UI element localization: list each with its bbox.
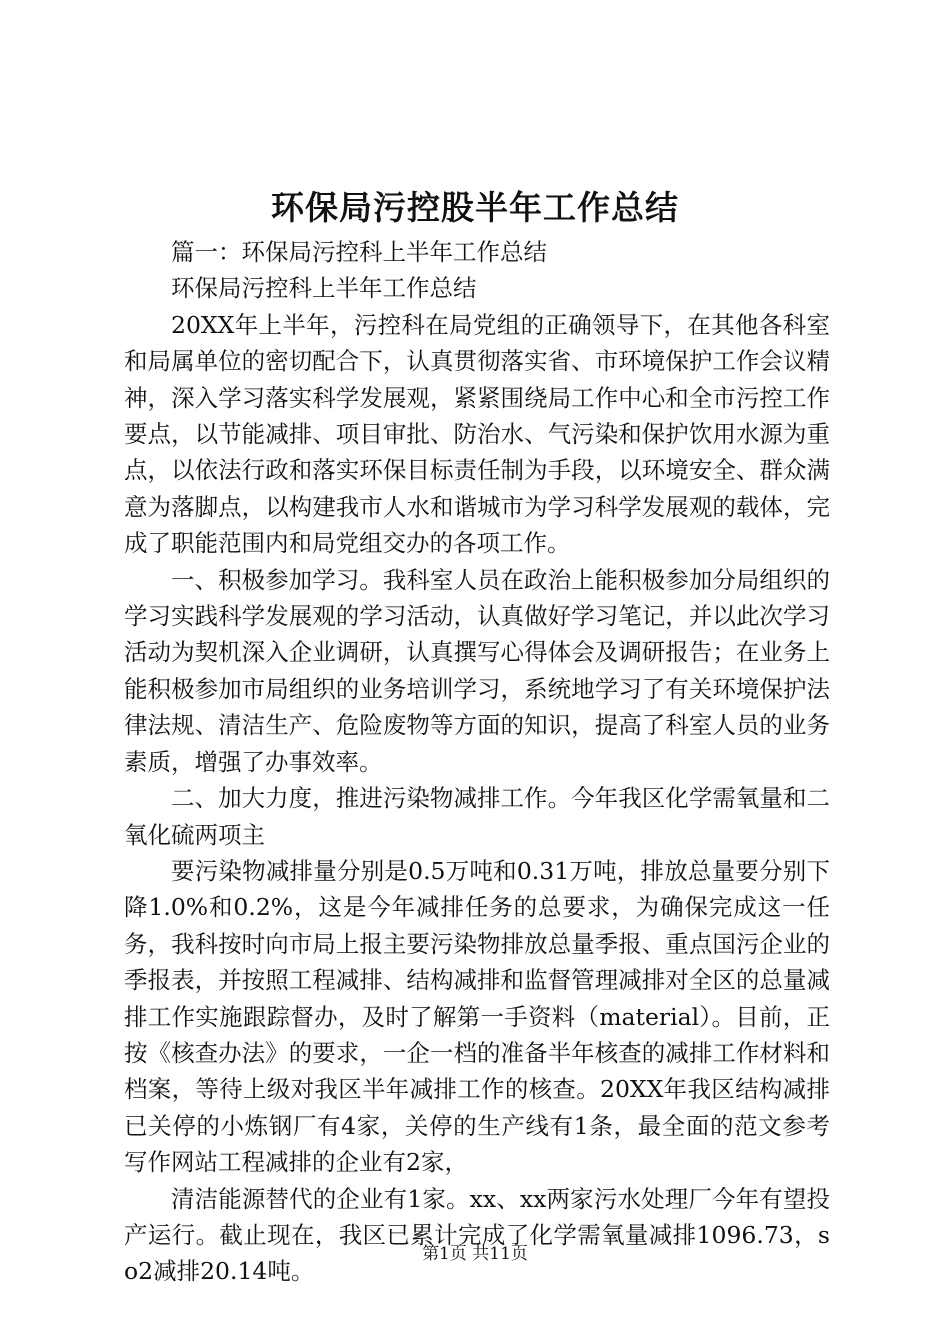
paragraph-intro: 20XX年上半年，污控科在局党组的正确领导下，在其他各科室和局属单位的密切配合下，认真贯彻落实省、市环境保护工作会议精神，深入学习落实科学发展观，紧紧围绕局工作中心和全市污控工作要点，以节能减排、项目审批、防治水、气污染和保护饮用水源为重点，以依法行政和落实环保目标责任制为手段，以环境安全、群众满意为落脚点，以构建我市人水和谐城市为学习科学发展观的载体，完成了职能范围内和局党组交办的各项工作。 [124, 310, 830, 558]
paragraph-subtitle: 环保局污控科上半年工作总结 [171, 274, 477, 303]
page-number-footer: 第1页 共11页 [422, 1244, 528, 1264]
paragraph-reduction-detail: 要污染物减排量分别是0.5万吨和0.31万吨，排放总量要分别下降1.0%和0.2%，这是今年减排任务的总要求，为确保完成这一任务，我科按时向市局上报主要污染物排放总量季报、重点国污企业的季报表，并按照工程减排、结构减排和监督管理减排对全区的总量减排工作实施跟踪督办，及时了解第一手资料（material）。目前，正按《核查办法》的要求，一企一档的准备半年核查的减排工作材料和档案，等待上级对我区半年减排工作的核查。20XX年我区结构减排已关停的小炼钢厂有4家，关停的生产线有1条，最全面的范文参考写作网站工程减排的企业有2家， [124, 856, 830, 1177]
paragraph-section-heading: 篇一：环保局污控科上半年工作总结 [171, 238, 547, 266]
document-title: 环保局污控股半年工作总结 [271, 188, 679, 227]
paragraph-clean-energy: 清洁能源替代的企业有1家。xx、xx两家污水处理厂今年有望投产运行。截止现在，我区已累计完成了化学需氧量减排1096.73，so2减排20.14吨。 [124, 1184, 830, 1286]
paragraph-reduction-heading: 二、加大力度，推进污染物减排工作。今年我区化学需氧量和二氧化硫两项主 [124, 784, 830, 849]
paragraph-study: 一、积极参加学习。我科室人员在政治上能积极参加分局组织的学习实践科学发展观的学习活动，认真做好学习笔记，并以此次学习活动为契机深入企业调研，认真撰写心得体会及调研报告；在业务上能积极参加市局组织的业务培训学习，系统地学习了有关环境保护法律法规、清洁生产、危险废物等方面的知识，提高了科室人员的业务素质，增强了办事效率。 [124, 565, 830, 776]
document-body [124, 234, 830, 1290]
